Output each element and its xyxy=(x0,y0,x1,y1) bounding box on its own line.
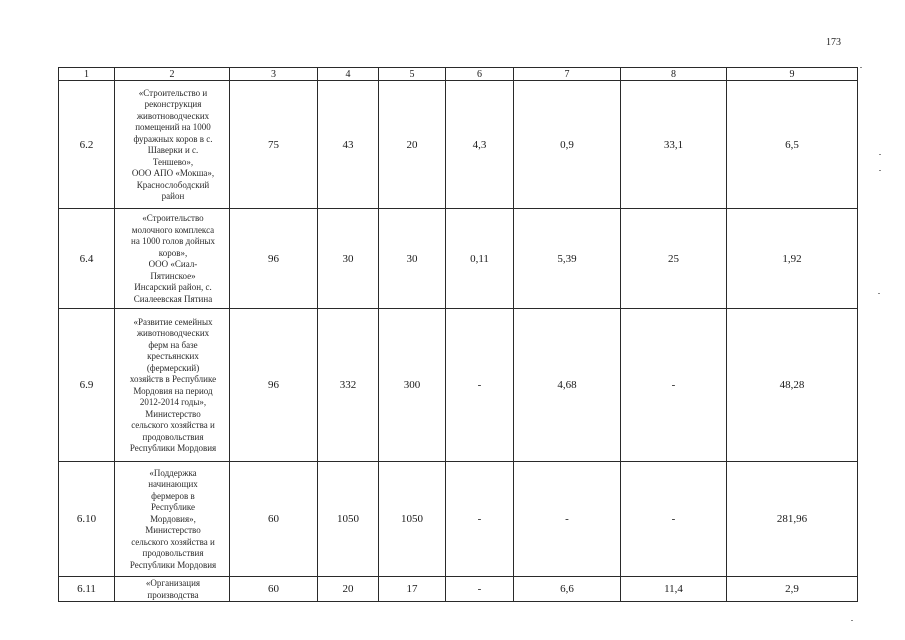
table-row xyxy=(59,462,858,577)
table-row xyxy=(59,81,858,209)
row-description: «Строительство и реконструкция животноводческих помещений на 1000 фуражных коров в с. Шаверки и с. Теншево», ООО АПО «Мокша», Краснослободский район xyxy=(115,81,230,209)
cell-col4: 43 xyxy=(318,81,379,209)
cell-col6: 0,11 xyxy=(446,209,514,309)
header-row xyxy=(59,68,858,81)
data-table xyxy=(58,67,858,602)
column-header: 6 xyxy=(446,68,514,81)
cell-col3: 96 xyxy=(230,209,318,309)
cell-col4: 1050 xyxy=(318,462,379,577)
scan-speck xyxy=(879,154,881,155)
cell-col3: 60 xyxy=(230,462,318,577)
row-id: 6.2 xyxy=(59,81,115,209)
row-id: 6.4 xyxy=(59,209,115,309)
cell-col5: 17 xyxy=(379,577,446,602)
row-description: «Организация производства xyxy=(115,577,230,602)
cell-col6: - xyxy=(446,462,514,577)
row-id: 6.11 xyxy=(59,577,115,602)
row-id: 6.10 xyxy=(59,462,115,577)
cell-col5: 30 xyxy=(379,209,446,309)
cell-col8: - xyxy=(621,462,727,577)
cell-col8: - xyxy=(621,309,727,462)
column-header: 3 xyxy=(230,68,318,81)
column-header: 1 xyxy=(59,68,115,81)
scan-speck xyxy=(851,620,853,621)
row-id: 6.9 xyxy=(59,309,115,462)
cell-col3: 60 xyxy=(230,577,318,602)
column-header: 2 xyxy=(115,68,230,81)
cell-col5: 20 xyxy=(379,81,446,209)
column-header: 9 xyxy=(727,68,858,81)
cell-col3: 96 xyxy=(230,309,318,462)
cell-col7: 0,9 xyxy=(514,81,621,209)
cell-col3: 75 xyxy=(230,81,318,209)
cell-col7: 6,6 xyxy=(514,577,621,602)
cell-col6: 4,3 xyxy=(446,81,514,209)
cell-col7: 5,39 xyxy=(514,209,621,309)
cell-col9: 48,28 xyxy=(727,309,858,462)
column-header: 5 xyxy=(379,68,446,81)
row-description: «Развитие семейных животноводческих ферм на базе крестьянских (фермерский) хозяйств в Республике Мордовия на период 2012-2014 годы», Министерство сельского хозяйства и продовольствия Республики Мордовия xyxy=(115,309,230,462)
row-description: «Строительство молочного комплекса на 1000 голов дойных коров», ООО «Сиал- Пятинское» Инсарский район, с. Сиалеевская Пятина xyxy=(115,209,230,309)
scan-speck xyxy=(878,293,880,294)
cell-col9: 281,96 xyxy=(727,462,858,577)
cell-col9: 6,5 xyxy=(727,81,858,209)
cell-col9: 1,92 xyxy=(727,209,858,309)
table-row xyxy=(59,209,858,309)
cell-col7: - xyxy=(514,462,621,577)
cell-col4: 30 xyxy=(318,209,379,309)
row-description: «Поддержка начинающих фермеров в Республике Мордовия», Министерство сельского хозяйства и продовольствия Республики Мордовия xyxy=(115,462,230,577)
cell-col4: 20 xyxy=(318,577,379,602)
cell-col8: 25 xyxy=(621,209,727,309)
table-row xyxy=(59,577,858,602)
cell-col4: 332 xyxy=(318,309,379,462)
column-header: 7 xyxy=(514,68,621,81)
column-header: 8 xyxy=(621,68,727,81)
cell-col8: 11,4 xyxy=(621,577,727,602)
column-header: 4 xyxy=(318,68,379,81)
table-row xyxy=(59,309,858,462)
cell-col9: 2,9 xyxy=(727,577,858,602)
cell-col5: 300 xyxy=(379,309,446,462)
cell-col7: 4,68 xyxy=(514,309,621,462)
scan-speck xyxy=(879,170,881,171)
scan-speck xyxy=(860,67,862,68)
cell-col5: 1050 xyxy=(379,462,446,577)
cell-col6: - xyxy=(446,309,514,462)
cell-col8: 33,1 xyxy=(621,81,727,209)
page-number: 173 xyxy=(826,37,841,48)
cell-col6: - xyxy=(446,577,514,602)
